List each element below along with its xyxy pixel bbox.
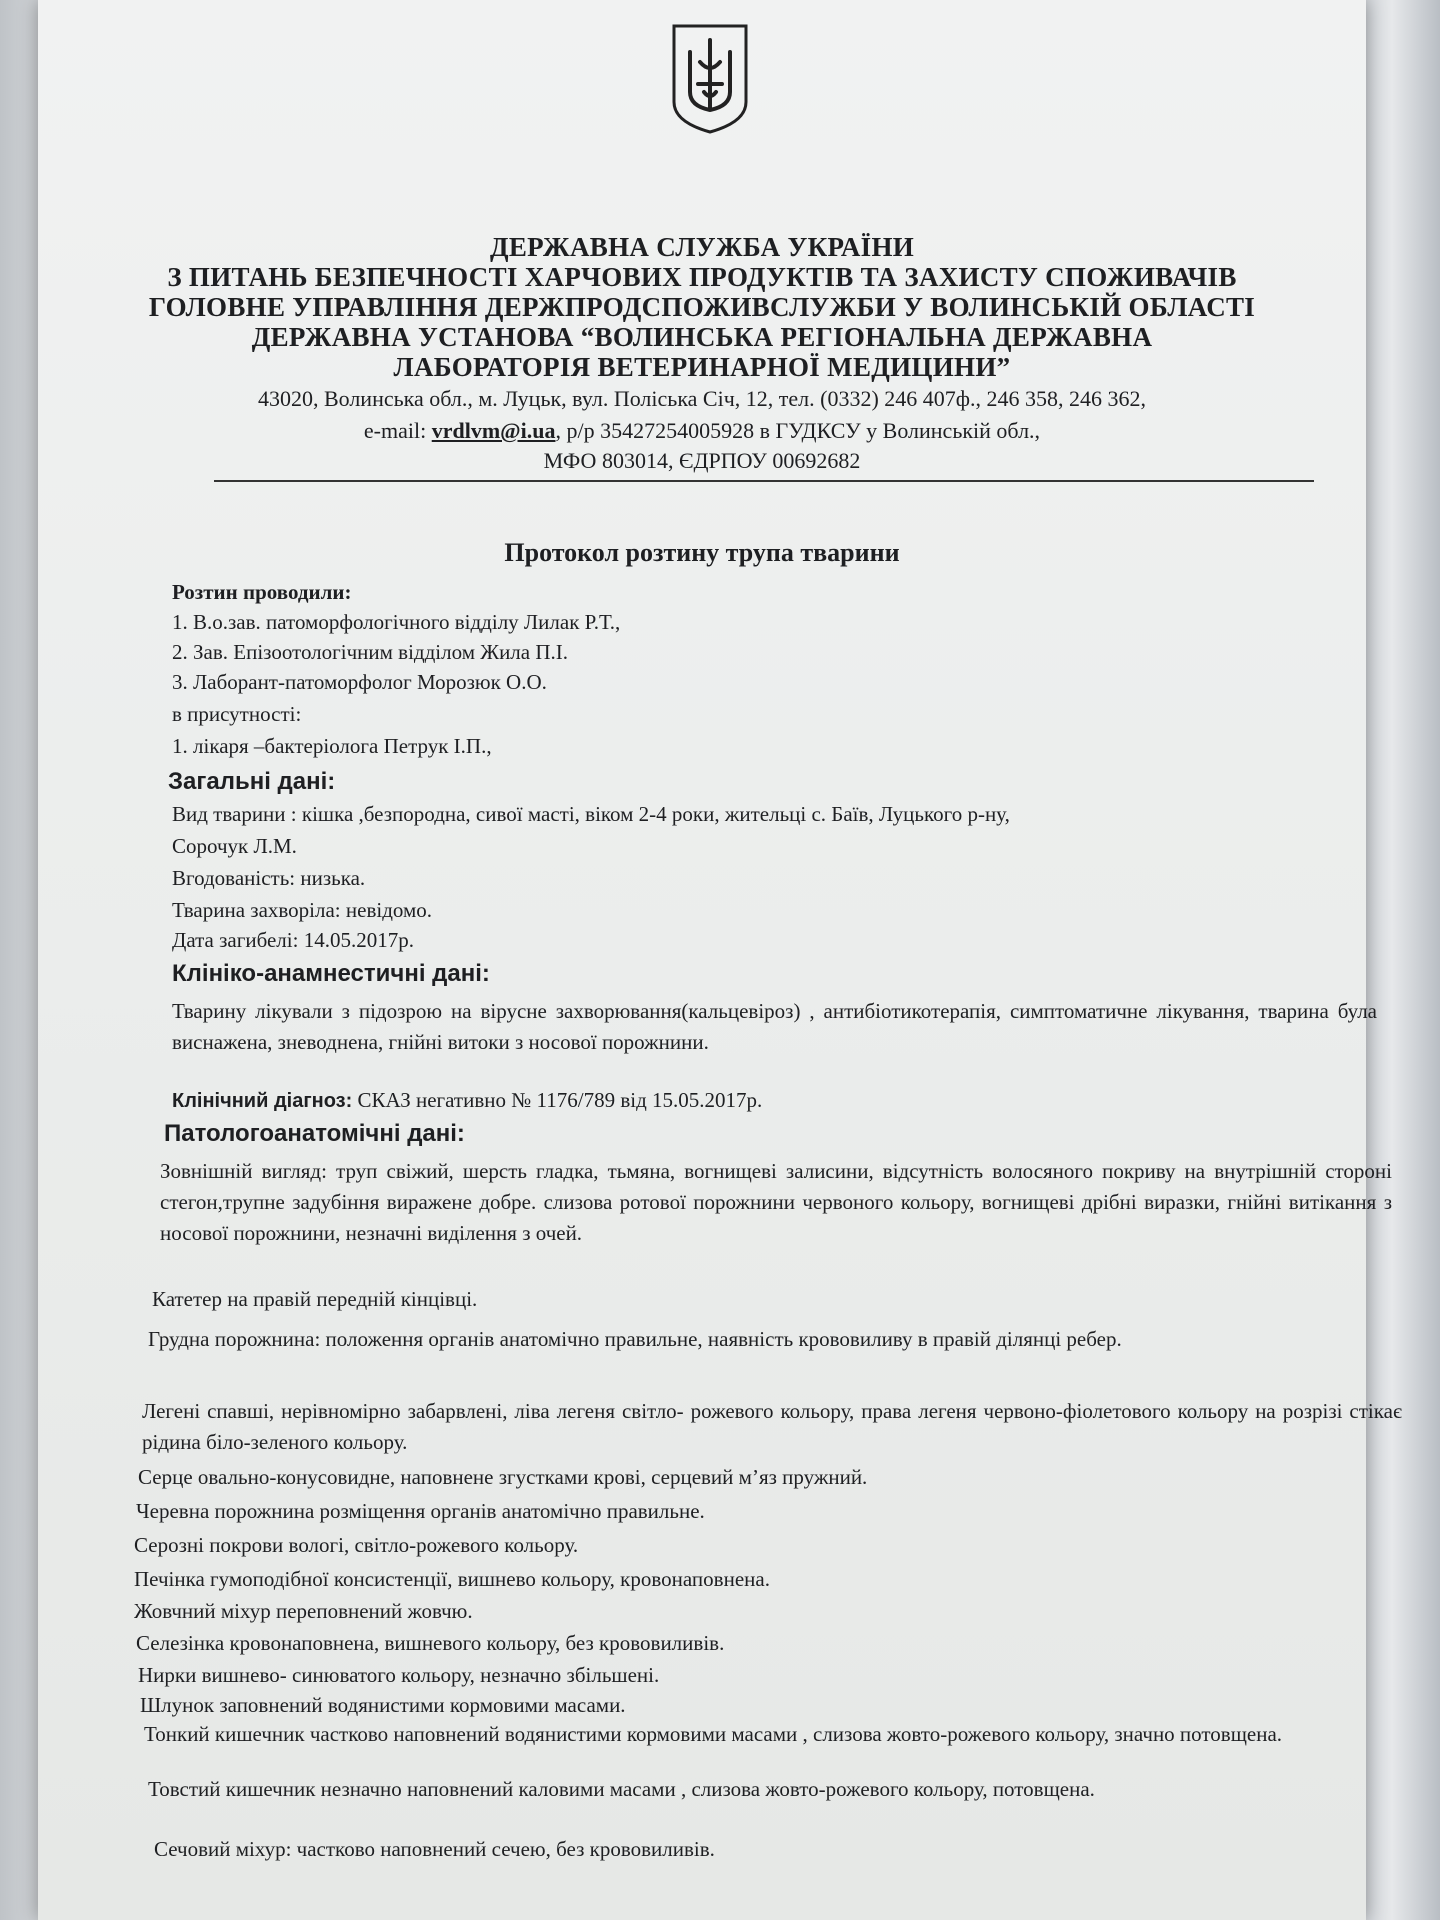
conducted-label: Розтин проводили: <box>172 580 352 604</box>
org-line-2: З ПИТАНЬ БЕЗПЕЧНОСТІ ХАРЧОВИХ ПРОДУКТІВ ТА ЗАХИСТУ СПОЖИВАЧІВ <box>167 262 1237 292</box>
general-heading: Загальні дані: <box>168 768 336 795</box>
diagnosis-value: СКАЗ негативно № 1176/789 від 15.05.2017р. <box>352 1088 763 1112</box>
document-title: Протокол розтину трупа тварини <box>504 538 900 567</box>
pathology-liver: Печінка гумоподібної консистенції, вишнево кольору, кровонаповнена. <box>134 1567 770 1591</box>
email-label: e-mail: <box>363 418 427 443</box>
person-3: 3. Лаборант-патоморфолог Морозюк О.О. <box>172 670 547 694</box>
contact-line <box>38 418 1366 444</box>
animal-line-1: Вид тварини : кішка ,безпородна, сивої масті, віком 2-4 роки, жительці с. Баїв, Луцького р-ну, <box>172 802 1010 826</box>
coat-of-arms-icon <box>670 22 750 134</box>
mfo-line: МФО 803014, ЄДРПОУ 00692682 <box>543 448 861 473</box>
pathology-abdomen: Черевна порожнина розміщення органів анатомічно правильне. <box>136 1499 705 1523</box>
presence-label: в присутності: <box>172 702 302 726</box>
pathology-bladder: Сечовий міхур: частково наповнений сечею, без крововиливів. <box>154 1837 715 1861</box>
document-page <box>38 0 1402 1920</box>
pathology-small-intestine: Тонкий кишечник частково наповнений водянистими кормовими масами , слизова жовто-рожевого кольору, значно потовщена. <box>144 1722 1283 1746</box>
pathology-catheter: Катетер на правій передній кінцівці. <box>152 1287 478 1311</box>
animal-line-2: Сорочук Л.М. <box>172 834 297 858</box>
pathology-gallbladder: Жовчний міхур переповнений жовчю. <box>134 1599 473 1623</box>
org-line-3: ГОЛОВНЕ УПРАВЛІННЯ ДЕРЖПРОДСПОЖИВСЛУЖБИ У ВОЛИНСЬКІЙ ОБЛАСТІ <box>148 292 1256 322</box>
account-text: , р/р 35427254005928 в ГУДКСУ у Волинській обл., <box>555 418 1041 443</box>
header-divider <box>214 480 1314 482</box>
diagnosis-line <box>172 1088 1372 1113</box>
pathology-serous: Серозні покрови вологі, світло-рожевого кольору. <box>134 1533 579 1557</box>
pathology-external: Зовнішній вигляд: труп свіжий, шерсть гладка, тьмяна, вогнищеві залисини, відсутність волосяного покриву на внутрішній стороні стегон,трупне задубіння виражене добре. слизова ротової порожнини червоного кольору, вогнищеві дрібні виразки, гнійні витікання з носової порожнини, незначні виділення з очей. <box>160 1159 1392 1245</box>
org-line-5: ЛАБОРАТОРІЯ ВЕТЕРИНАРНОЇ МЕДИЦИНИ” <box>393 352 1011 382</box>
diagnosis-label: Клінічний діагноз: <box>172 1090 353 1112</box>
org-line-1: ДЕРЖАВНА СЛУЖБА УКРАЇНИ <box>489 232 915 262</box>
org-line-4: ДЕРЖАВНА УСТАНОВА “ВОЛИНСЬКА РЕГІОНАЛЬНА ДЕРЖАВНА <box>251 322 1153 352</box>
background-right <box>1360 0 1440 1920</box>
address-line: 43020, Волинська обл., м. Луцьк, вул. Поліська Січ, 12, тел. (0332) 246 407ф., 246 358, 246 362, <box>257 386 1147 411</box>
pathology-large-intestine: Товстий кишечник незначно наповнений каловими масами , слизова жовто-рожевого кольору, потовщена. <box>148 1777 1095 1801</box>
death-date: Дата загибелі: 14.05.2017р. <box>172 928 414 952</box>
clinical-heading: Клініко-анамнестичні дані: <box>172 960 490 987</box>
nutrition: Вгодованість: низька. <box>172 866 366 890</box>
pathology-kidneys: Нирки вишнево- синюватого кольору, незначно збільшені. <box>138 1663 660 1687</box>
person-1: 1. В.о.зав. патоморфологічного відділу Лилак Р.Т., <box>172 610 621 634</box>
pathology-lungs: Легені спавші, нерівномірно забарвлені, ліва легеня світло- рожевого кольору, права легеня червоно-фіолетового кольору на розрізі стікає рідина біло-зеленого кольору. <box>142 1399 1402 1454</box>
pathology-spleen: Селезінка кровонаповнена, вишневого кольору, без крововиливів. <box>136 1631 725 1655</box>
person-2: 2. Зав. Епізоотологічним відділом Жила П.І. <box>172 640 569 664</box>
pathology-heart: Серце овально-конусовидне, наповнене згустками крові, серцевий м’яз пружний. <box>138 1465 868 1489</box>
pathology-heading: Патологоанатомічні дані: <box>164 1120 465 1147</box>
illness: Тварина захворіла: невідомо. <box>172 898 433 922</box>
email-link[interactable]: vrdlvm@i.ua <box>431 418 556 443</box>
pathology-stomach: Шлунок заповнений водянистими кормовими масами. <box>140 1693 626 1717</box>
pathology-chest: Грудна порожнина: положення органів анатомічно правильне, наявність крововиливу в правій ділянці ребер. <box>148 1327 1122 1351</box>
clinical-text: Тварину лікували з підозрою на вірусне захворювання(кальцевіроз) , антибіотикотерапія, симптоматичне лікування, тварина була виснажена, зневоднена, гнійні витоки з носової порожнини. <box>172 999 1377 1054</box>
presence-person: 1. лікаря –бактеріолога Петрук І.П., <box>172 734 492 758</box>
